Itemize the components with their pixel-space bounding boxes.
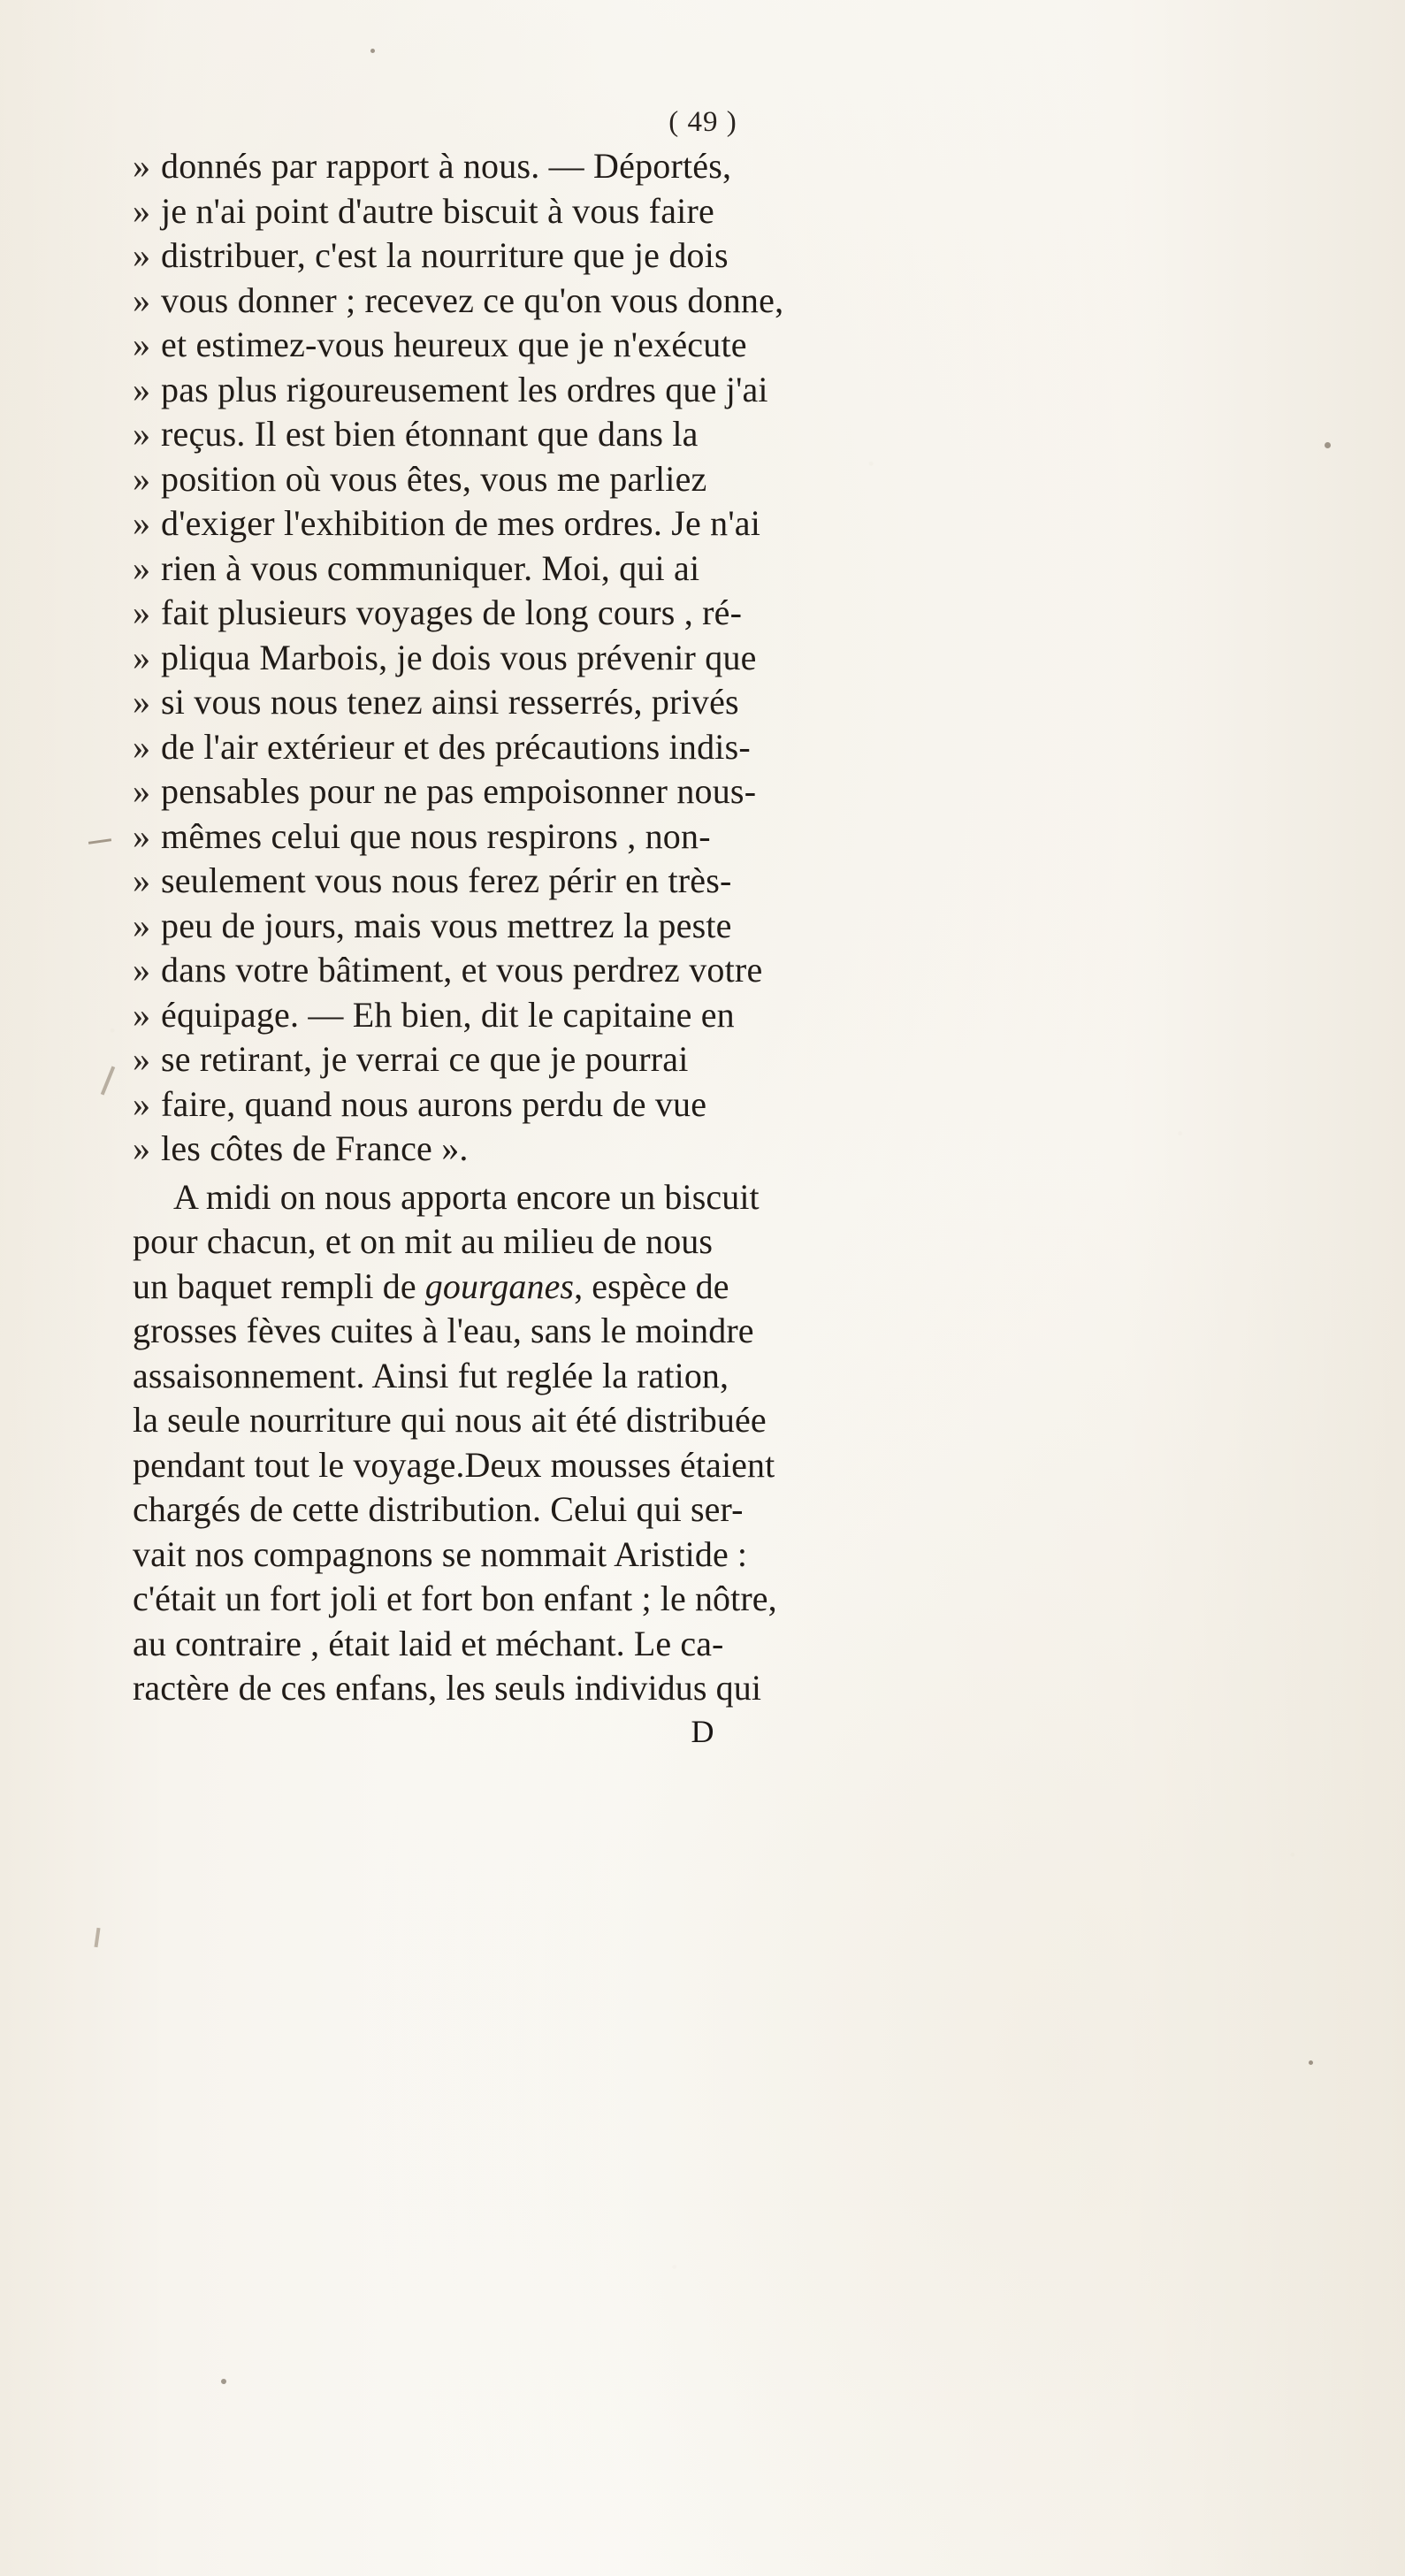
quote-line-text: se retirant, je verrai ce que je pourrai [161,1039,689,1079]
quote-marker: » [133,994,151,1035]
ink-speck [370,49,375,53]
quote-marker: » [133,235,151,275]
paragraph-line: pour chacun, et on mit au milieu de nous [133,1221,714,1261]
quote-line-text: d'exiger l'exhibition de mes ordres. Je n'ai [161,503,761,543]
quote-marker: » [133,771,151,811]
quote-line [133,189,1273,234]
quote-line [133,769,1273,814]
quote-marker: » [133,1039,151,1079]
paragraph-line: assaisonnement. Ainsi fut reglée la ration, [133,1355,729,1395]
quote-marker: » [133,369,151,409]
quote-line [133,323,1273,368]
paragraph-line: ractère de ces enfans, les seuls individus qui [133,1668,762,1708]
quote-line-text: seulement vous nous ferez périr en très- [161,860,732,900]
quote-marker: » [133,726,151,767]
quote-line [133,547,1273,592]
quote-marker: » [133,503,151,543]
quote-line-text: les côtes de France ». [161,1128,469,1168]
quote-line [133,591,1273,636]
paragraph-line: au contraire , était laid et méchant. Le ca- [133,1623,724,1663]
quote-line [133,680,1273,725]
quote-line-text: faire, quand nous aurons perdu de vue [161,1083,707,1124]
quote-line-text: fait plusieurs voyages de long cours , ré- [161,592,743,632]
quote-marker: » [133,146,151,186]
paragraph-line: chargés de cette distribution. Celui qui ser- [133,1489,744,1529]
quote-marker: » [133,414,151,454]
quote-line-text: pliqua Marbois, je dois vous prévenir que [161,637,757,677]
quote-marker: » [133,279,151,320]
quote-line-text: reçus. Il est bien étonnant que dans la [161,414,699,454]
quote-line-text: pensables pour ne pas empoisonner nous- [161,771,757,811]
paragraph-line: A midi on nous apporta encore un biscuit [173,1176,760,1217]
quote-marker: » [133,190,151,231]
quote-marker: » [133,325,151,364]
quote-line [133,725,1273,770]
quote-line [133,948,1273,993]
quoted-speech-block [133,144,1273,1172]
quote-marker: » [133,815,151,856]
quote-line-text: pas plus rigoureusement les ordres que j'ai [161,369,768,409]
quote-line-text: de l'air extérieur et des précautions indis- [161,726,751,767]
quote-line-text: et estimez-vous heureux que je n'exécute [161,325,747,364]
ink-speck [1309,2060,1313,2065]
quote-line [133,636,1273,681]
quote-marker: » [133,1128,151,1168]
margin-dash-mark [88,838,111,845]
quote-marker: » [133,547,151,588]
quote-line [133,859,1273,904]
ink-speck [221,2379,226,2384]
quote-line [133,1127,1273,1172]
quote-line-text: dans votre bâtiment, et vous perdrez votre [161,950,763,990]
paragraph-line: la seule nourriture qui nous ait été distribuée [133,1400,767,1440]
italic-term: gourganes [424,1265,575,1306]
quote-line-text: position où vous êtes, vous me parliez [161,458,707,499]
paragraph-line: c'était un fort joli et fort bon enfant ; le nôtre, [133,1578,777,1618]
quote-line [133,1037,1273,1082]
quote-marker: » [133,1083,151,1124]
quote-line [133,233,1273,279]
ink-speck [1325,442,1331,448]
page-text-block [133,106,1273,1750]
narrative-paragraph [133,1175,1273,1711]
paragraph-line: grosses fèves cuites à l'eau, sans le moindre [133,1311,754,1350]
quote-marker: » [133,860,151,900]
quote-line-text: mêmes celui que nous respirons , non- [161,815,711,856]
quote-line [133,412,1273,457]
quote-line-text: rien à vous communiquer. Moi, qui ai [161,547,700,588]
paragraph-line: vait nos compagnons se nommait Aristide : [133,1533,748,1574]
quote-line [133,279,1273,324]
quote-marker: » [133,682,151,722]
quote-marker: » [133,458,151,499]
quote-line [133,1082,1273,1127]
quote-line-text: distribuer, c'est la nourriture que je dois [161,235,729,275]
quote-line-text: si vous nous tenez ainsi resserrés, privés [161,682,739,722]
quote-marker: » [133,950,151,990]
quote-marker: » [133,905,151,945]
quote-marker: » [133,637,151,677]
paragraph-line: pendant tout le voyage.Deux mousses étaient [133,1444,775,1485]
quote-line-text: vous donner ; recevez ce qu'on vous donne, [161,279,784,320]
quote-line-text: je n'ai point d'autre biscuit à vous faire [161,190,714,231]
quote-line-text: équipage. — Eh bien, dit le capitaine en [161,994,735,1035]
quote-marker: » [133,592,151,632]
margin-tick-mark [94,1928,100,1947]
quote-line [133,368,1273,413]
signature-mark: D [691,1713,715,1749]
quote-line-text: donnés par rapport à nous. — Déportés, [161,146,732,186]
paragraph-line: un baquet rempli de gourganes, espèce de [133,1265,729,1306]
quote-line [133,501,1273,547]
page-number: ( 49 ) [668,106,737,138]
quote-line [133,457,1273,502]
quote-line [133,904,1273,949]
quote-line [133,144,1273,189]
quote-line-text: peu de jours, mais vous mettrez la peste [161,905,732,945]
quote-line [133,814,1273,860]
quote-line [133,993,1273,1038]
margin-slash-mark [101,1066,115,1095]
